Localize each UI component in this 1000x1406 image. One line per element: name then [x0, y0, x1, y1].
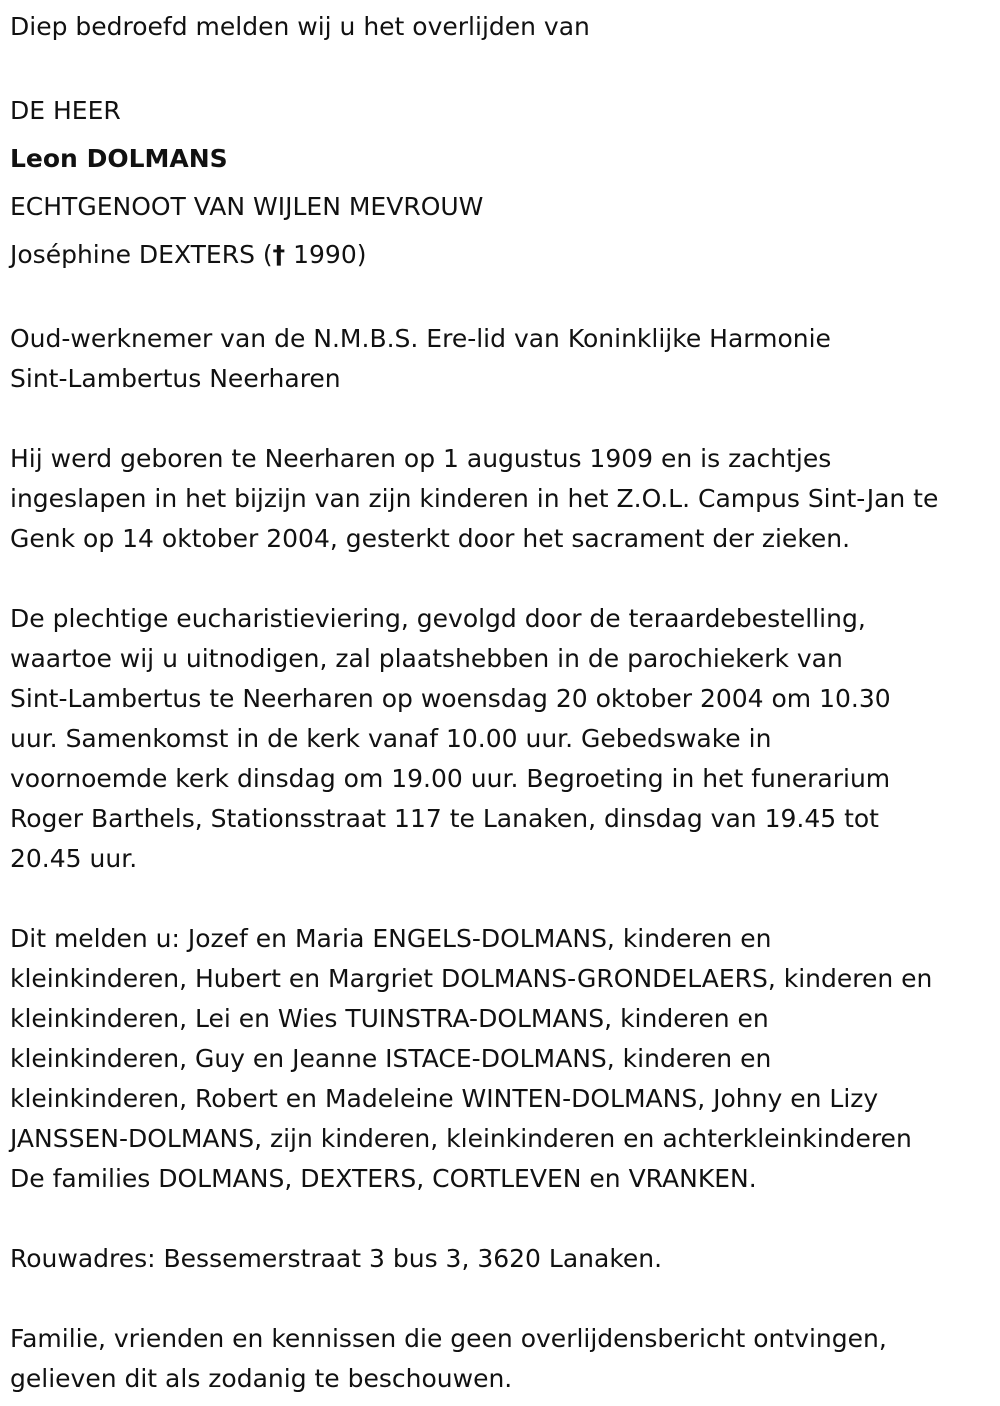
birth-death-line: ingeslapen in het bijzijn van zijn kinderen in het Z.O.L. Campus Sint-Jan te	[10, 484, 939, 513]
family-line: De families DOLMANS, DEXTERS, CORTLEVEN en VRANKEN.	[10, 1164, 757, 1193]
spacer	[10, 399, 988, 439]
spouse-name: Joséphine DEXTERS (	[10, 240, 273, 269]
closing-line: gelieven dit als zodanig te beschouwen.	[10, 1364, 513, 1393]
mourning-address: Rouwadres: Bessemerstraat 3 bus 3, 3620 Lanaken.	[10, 1244, 663, 1273]
family-line: Dit melden u: Jozef en Maria ENGELS-DOLMANS, kinderen en	[10, 924, 772, 953]
family-line: kleinkinderen, Hubert en Margriet DOLMANS-GRONDELAERS, kinderen en	[10, 964, 933, 993]
spouse-line	[10, 231, 988, 279]
spouse-death-year: 1990)	[285, 240, 367, 269]
ceremony-line: 20.45 uur.	[10, 844, 138, 873]
spacer	[10, 1199, 988, 1239]
family-line: kleinkinderen, Guy en Jeanne ISTACE-DOLMANS, kinderen en	[10, 1044, 772, 1073]
ceremony-line: uur. Samenkomst in de kerk vanaf 10.00 uur. Gebedswake in	[10, 724, 772, 753]
ceremony-line: Sint-Lambertus te Neerharen op woensdag 20 oktober 2004 om 10.30	[10, 684, 891, 713]
spacer	[10, 279, 988, 319]
spacer	[10, 47, 988, 87]
deceased-relation: ECHTGENOOT VAN WIJLEN MEVROUW	[10, 192, 484, 221]
deceased-name: Leon DOLMANS	[10, 144, 228, 173]
family-line: kleinkinderen, Lei en Wies TUINSTRA-DOLMANS, kinderen en	[10, 1004, 769, 1033]
birth-death-line: Hij werd geboren te Neerharen op 1 augustus 1909 en is zachtjes	[10, 444, 832, 473]
ceremony-line: waartoe wij u uitnodigen, zal plaatshebben in de parochiekerk van	[10, 644, 843, 673]
closing-line: Familie, vrienden en kennissen die geen overlijdensbericht ontvingen,	[10, 1324, 887, 1353]
deceased-title: DE HEER	[10, 96, 121, 125]
birth-death-line: Genk op 14 oktober 2004, gesterkt door het sacrament der zieken.	[10, 524, 851, 553]
ceremony-line: De plechtige eucharistieviering, gevolgd door de teraardebestelling,	[10, 604, 866, 633]
family-line: JANSSEN-DOLMANS, zijn kinderen, kleinkinderen en achterkleinkinderen	[10, 1124, 912, 1153]
spacer	[10, 879, 988, 919]
ceremony-line: voornoemde kerk dinsdag om 19.00 uur. Begroeting in het funerarium	[10, 764, 891, 793]
occupation-line: Sint-Lambertus Neerharen	[10, 364, 341, 393]
spacer	[10, 559, 988, 599]
spacer	[10, 1279, 988, 1319]
cross-icon: †	[272, 240, 286, 269]
family-line: kleinkinderen, Robert en Madeleine WINTEN-DOLMANS, Johny en Lizy	[10, 1084, 879, 1113]
ceremony-line: Roger Barthels, Stationsstraat 117 te Lanaken, dinsdag van 19.45 tot	[10, 804, 879, 833]
occupation-line: Oud-werknemer van de N.M.B.S. Ere-lid van Koninklijke Harmonie	[10, 324, 831, 353]
intro-text: Diep bedroefd melden wij u het overlijden van	[10, 12, 590, 41]
